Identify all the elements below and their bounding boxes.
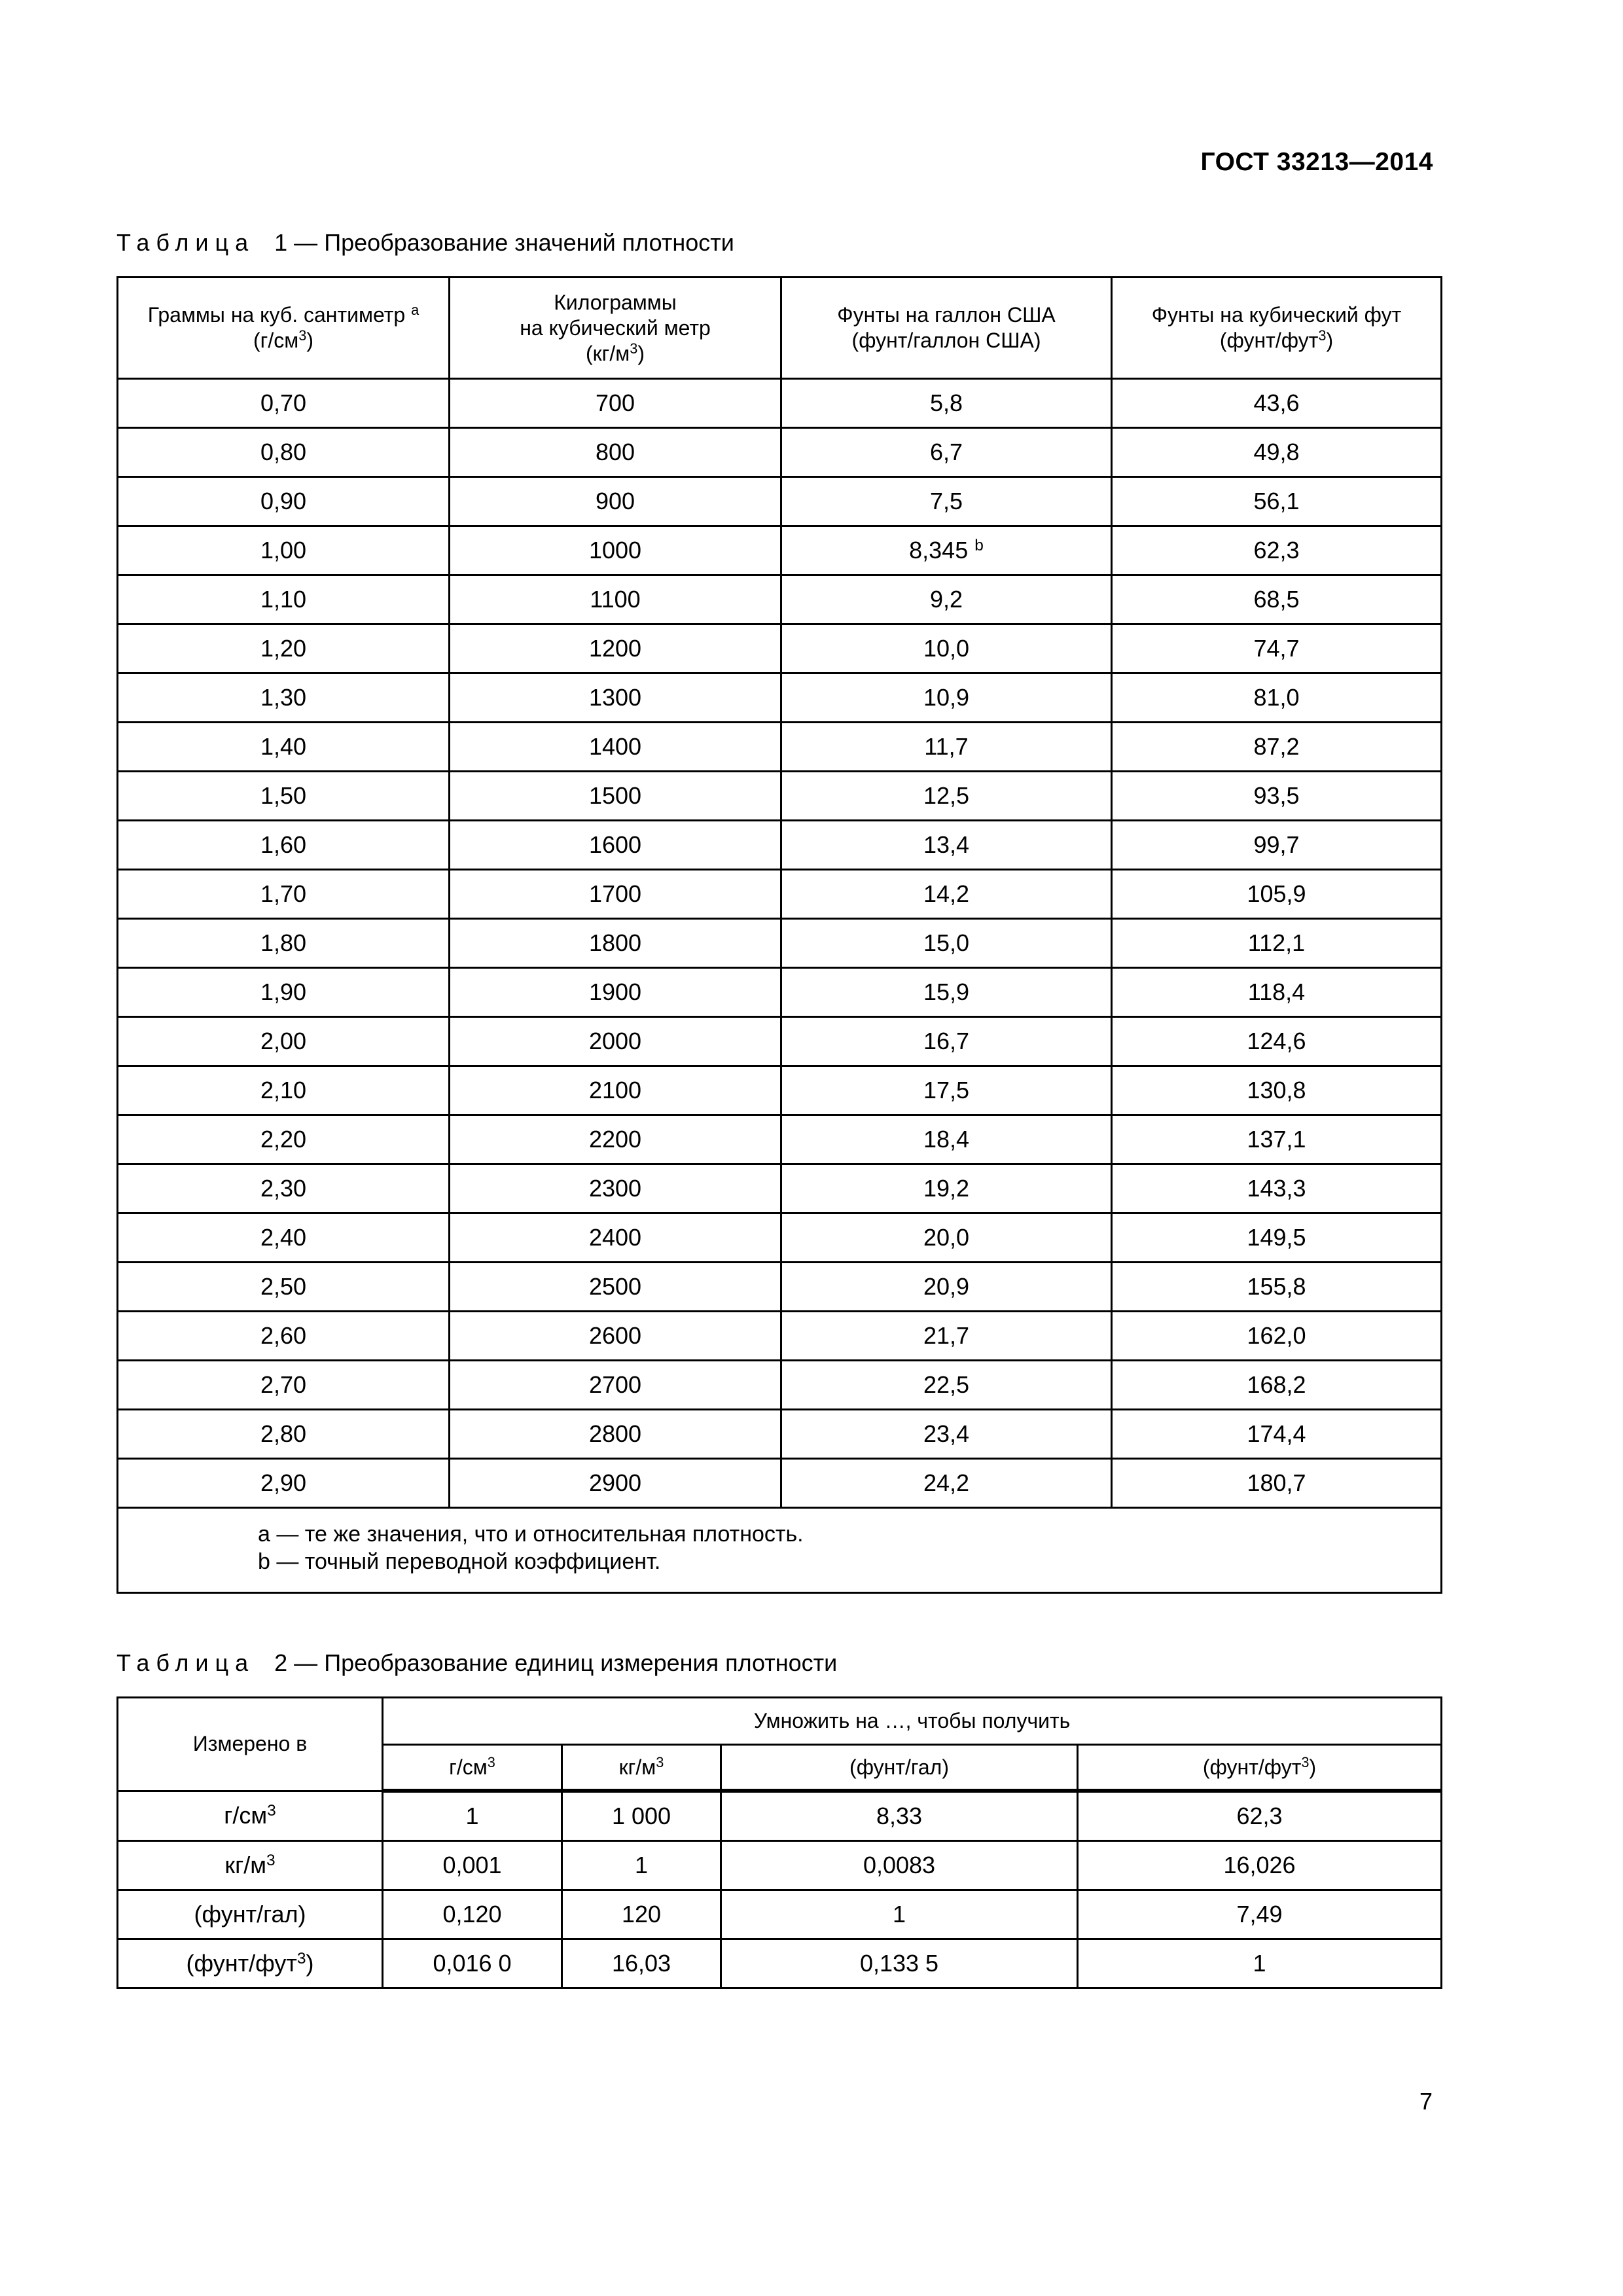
table2-cell-value: 8,33: [721, 1791, 1078, 1841]
cell-value: 1600: [588, 831, 642, 858]
cell-value: 2300: [588, 1175, 642, 1202]
table2-header-row: [118, 1698, 1442, 1745]
cell-value: 2,00: [260, 1028, 307, 1054]
table1-row: [118, 1115, 1442, 1164]
table1-cell-lb-ft3: [1112, 1459, 1442, 1508]
cell-value: 1,00: [260, 537, 307, 564]
table1-notes-row: [118, 1508, 1442, 1593]
cell-value: 2000: [588, 1028, 642, 1054]
cell-value: 2,10: [260, 1077, 307, 1103]
header-unit-close: ): [1326, 329, 1334, 352]
table1-row: [118, 526, 1442, 575]
table1-cell-g-cm3: [118, 624, 450, 673]
table1-cell-g-cm3: [118, 477, 450, 526]
table1-row: [118, 1410, 1442, 1459]
table2-cell-value: 16,026: [1078, 1841, 1442, 1890]
table1-cell-lb-gal: [781, 1361, 1112, 1410]
cell-value: 800: [595, 439, 635, 465]
table1-cell-kg-m3: [450, 428, 781, 477]
cell-value: 43,6: [1253, 389, 1300, 416]
table1-cell-g-cm3: [118, 1410, 450, 1459]
cell-value: 15,9: [923, 978, 970, 1005]
table1-cell-lb-gal: [781, 1263, 1112, 1312]
header-text: на кубический метр: [520, 315, 711, 340]
cell-value: 20,9: [923, 1273, 970, 1300]
table1-cell-lb-gal: [781, 1164, 1112, 1213]
unit-sup: 3: [266, 1851, 276, 1869]
table2-cell-value: 62,3: [1078, 1791, 1442, 1841]
table1-cell-kg-m3: [450, 1017, 781, 1066]
cell-value: 900: [595, 488, 635, 514]
table1-cell-lb-ft3: [1112, 919, 1442, 968]
table1-header-row: [118, 278, 1442, 379]
unit-sup: 3: [267, 1802, 276, 1820]
table1-cell-kg-m3: [450, 870, 781, 919]
table1-cell-lb-ft3: [1112, 1263, 1442, 1312]
header-unit: (г/см: [253, 329, 299, 352]
cell-value: 1400: [588, 733, 642, 760]
cell-value: 0,90: [260, 488, 307, 514]
table2-cell-value: 0,133 5: [721, 1939, 1078, 1988]
table1-cell-lb-gal: [781, 821, 1112, 870]
cell-value: 19,2: [923, 1175, 970, 1202]
table1-cell-lb-ft3: [1112, 1164, 1442, 1213]
table2-row: [118, 1791, 1442, 1841]
table1-cell-lb-gal: [781, 379, 1112, 428]
table1-cell-lb-ft3: [1112, 1361, 1442, 1410]
table1-cell-lb-gal: [781, 968, 1112, 1017]
footnote-marker: a: [411, 302, 419, 319]
table1-cell-g-cm3: [118, 1115, 450, 1164]
table1-row: [118, 575, 1442, 624]
header-text: Килограммы: [554, 290, 677, 314]
cell-value: 17,5: [923, 1077, 970, 1103]
table2-header-unit: [721, 1745, 1078, 1791]
cell-value: 20,0: [923, 1224, 970, 1251]
header-unit-close: ): [637, 341, 645, 365]
table2-row-unit: [118, 1939, 383, 1988]
table1-caption: [116, 229, 734, 257]
cell-value: 1,10: [260, 586, 307, 613]
unit-text: (фунт/гал): [849, 1755, 949, 1779]
table1-cell-lb-ft3: [1112, 1066, 1442, 1115]
cell-value: 6,7: [929, 439, 963, 465]
unit-text: г/см: [449, 1755, 488, 1779]
table1-cell-lb-ft3: [1112, 1410, 1442, 1459]
table1-cell-lb-ft3: [1112, 526, 1442, 575]
cell-value: 143,3: [1247, 1175, 1306, 1202]
table1-cell-lb-ft3: [1112, 821, 1442, 870]
table1-cell-g-cm3: [118, 575, 450, 624]
table1-row: [118, 821, 1442, 870]
table2-cell-value: 1: [721, 1890, 1078, 1939]
header-unit: (кг/м: [586, 341, 630, 365]
cell-value: 2,60: [260, 1322, 307, 1349]
table1-cell-kg-m3: [450, 1410, 781, 1459]
table1-cell-lb-ft3: [1112, 673, 1442, 723]
table1-cell-g-cm3: [118, 1017, 450, 1066]
table1-cell-kg-m3: [450, 1459, 781, 1508]
table1-cell-g-cm3: [118, 1312, 450, 1361]
table1-cell-kg-m3: [450, 673, 781, 723]
table1-cell-lb-gal: [781, 428, 1112, 477]
table1-cell-kg-m3: [450, 1164, 781, 1213]
cell-value: 1300: [588, 684, 642, 711]
density-conversion-table: [116, 276, 1442, 1594]
cell-value: 9,2: [929, 586, 963, 613]
table1-row: [118, 477, 1442, 526]
cell-value: 8,345: [909, 537, 969, 564]
table1-cell-g-cm3: [118, 919, 450, 968]
table2-header-unit: [1078, 1745, 1442, 1791]
table1-cell-kg-m3: [450, 477, 781, 526]
cell-value: 2400: [588, 1224, 642, 1251]
table2-caption-title: 2 — Преобразование единиц измерения плотности: [255, 1649, 838, 1676]
table1-cell-kg-m3: [450, 1115, 781, 1164]
table1-cell-g-cm3: [118, 1263, 450, 1312]
table2-cell-value: 1: [562, 1841, 721, 1890]
cell-value: 2600: [588, 1322, 642, 1349]
table1-row: [118, 1164, 1442, 1213]
table1-cell-lb-gal: [781, 1213, 1112, 1263]
table1-cell-lb-ft3: [1112, 575, 1442, 624]
cell-value: 1500: [588, 782, 642, 809]
cell-value: 1000: [588, 537, 642, 564]
table1-cell-kg-m3: [450, 821, 781, 870]
table1-cell-kg-m3: [450, 575, 781, 624]
table1-cell-lb-ft3: [1112, 1312, 1442, 1361]
cell-value: 7,5: [929, 488, 963, 514]
cell-value: 2200: [588, 1126, 642, 1153]
cell-value: 87,2: [1253, 733, 1300, 760]
unit-text: (фунт/фут: [186, 1950, 297, 1977]
cell-value: 68,5: [1253, 586, 1300, 613]
cell-value: 2,40: [260, 1224, 307, 1251]
table1-cell-lb-gal: [781, 477, 1112, 526]
cell-value: 23,4: [923, 1420, 970, 1447]
table1-header-lb-ft3: [1112, 278, 1442, 379]
cell-value: 1800: [588, 929, 642, 956]
table1-cell-lb-gal: [781, 870, 1112, 919]
cell-value: 2700: [588, 1371, 642, 1398]
table1-cell-kg-m3: [450, 723, 781, 772]
footnote-marker: b: [974, 536, 984, 554]
table2-cell-value: 1: [383, 1791, 562, 1841]
cell-value: 11,7: [924, 733, 969, 760]
table1-header-lb-gal: [781, 278, 1112, 379]
cell-value: 2100: [588, 1077, 642, 1103]
table1-cell-g-cm3: [118, 968, 450, 1017]
cell-value: 74,7: [1253, 635, 1300, 662]
cell-value: 1,20: [260, 635, 307, 662]
cell-value: 1200: [588, 635, 642, 662]
table1-cell-lb-ft3: [1112, 1115, 1442, 1164]
table1-cell-kg-m3: [450, 1066, 781, 1115]
table2-cell-value: 16,03: [562, 1939, 721, 1988]
table1-cell-lb-ft3: [1112, 428, 1442, 477]
unit-sup: 3: [487, 1753, 495, 1770]
cell-value: 18,4: [923, 1126, 970, 1153]
cell-value: 1,90: [260, 978, 307, 1005]
table1-cell-lb-ft3: [1112, 723, 1442, 772]
unit-sup: 3: [296, 1949, 306, 1967]
cell-value: 10,9: [923, 684, 970, 711]
table2-header-measured: Измерено в: [118, 1698, 383, 1791]
cell-value: 1,60: [260, 831, 307, 858]
page-number: 7: [1419, 2088, 1433, 2115]
unit-close: ): [306, 1950, 314, 1977]
table1-cell-kg-m3: [450, 1213, 781, 1263]
table1-row: [118, 919, 1442, 968]
table1-cell-lb-gal: [781, 1066, 1112, 1115]
cell-value: 168,2: [1247, 1371, 1306, 1398]
table1-row: [118, 1361, 1442, 1410]
table1-cell-g-cm3: [118, 1213, 450, 1263]
table1-cell-lb-gal: [781, 673, 1112, 723]
header-unit-close: ): [306, 329, 313, 352]
cell-value: 2900: [588, 1469, 642, 1496]
header-unit-sup: 3: [1318, 327, 1327, 344]
table1-cell-kg-m3: [450, 919, 781, 968]
table1-row: [118, 1213, 1442, 1263]
cell-value: 13,4: [923, 831, 970, 858]
unit-text: кг/м: [618, 1755, 656, 1779]
cell-value: 112,1: [1247, 929, 1306, 956]
header-unit-sup: 3: [298, 327, 307, 344]
cell-value: 180,7: [1247, 1469, 1306, 1496]
document-code: ГОСТ 33213—2014: [1200, 148, 1433, 176]
table1-caption-title: 1 — Преобразование значений плотности: [255, 229, 734, 256]
table1-cell-g-cm3: [118, 821, 450, 870]
cell-value: 2,70: [260, 1371, 307, 1398]
cell-value: 1100: [590, 586, 641, 613]
cell-value: 12,5: [923, 782, 970, 809]
table2-row: [118, 1890, 1442, 1939]
table1-cell-g-cm3: [118, 772, 450, 821]
table1-cell-kg-m3: [450, 1312, 781, 1361]
unit-text: (фунт/фут: [1202, 1755, 1302, 1779]
unit-close: ): [1309, 1755, 1317, 1779]
table1-row: [118, 1459, 1442, 1508]
table1-cell-lb-gal: [781, 624, 1112, 673]
table1-caption-word: Таблица: [116, 229, 255, 256]
table2-row-unit: [118, 1841, 383, 1890]
cell-value: 93,5: [1253, 782, 1300, 809]
table1-row: [118, 1312, 1442, 1361]
header-unit: (фунт/фут: [1219, 329, 1319, 352]
table1-cell-g-cm3: [118, 870, 450, 919]
table1-cell-kg-m3: [450, 379, 781, 428]
table1-row: [118, 772, 1442, 821]
table1-cell-g-cm3: [118, 1066, 450, 1115]
table1-cell-g-cm3: [118, 1164, 450, 1213]
cell-value: 81,0: [1253, 684, 1300, 711]
table2-caption-word: Таблица: [116, 1649, 255, 1676]
table1-cell-kg-m3: [450, 526, 781, 575]
unit-text: (фунт/гал): [194, 1901, 306, 1928]
table1-row: [118, 379, 1442, 428]
table2-cell-value: 1: [1078, 1939, 1442, 1988]
table1-cell-g-cm3: [118, 428, 450, 477]
cell-value: 49,8: [1253, 439, 1300, 465]
cell-value: 10,0: [923, 635, 970, 662]
table1-cell-lb-gal: [781, 575, 1112, 624]
cell-value: 137,1: [1247, 1126, 1306, 1153]
table1-cell-lb-gal: [781, 526, 1112, 575]
cell-value: 1,50: [260, 782, 307, 809]
table1-cell-lb-gal: [781, 1410, 1112, 1459]
table1-cell-lb-ft3: [1112, 379, 1442, 428]
table2-cell-value: 0,0083: [721, 1841, 1078, 1890]
cell-value: 149,5: [1247, 1224, 1306, 1251]
table1-cell-lb-gal: [781, 772, 1112, 821]
table2-cell-value: 0,001: [383, 1841, 562, 1890]
table1-cell-g-cm3: [118, 1459, 450, 1508]
unit-text: кг/м: [224, 1852, 267, 1878]
cell-value: 700: [595, 389, 635, 416]
table1-row: [118, 870, 1442, 919]
header-text: Граммы на куб. сантиметр: [147, 303, 406, 327]
cell-value: 1,40: [260, 733, 307, 760]
table1-cell-lb-gal: [781, 1017, 1112, 1066]
table1-cell-lb-gal: [781, 919, 1112, 968]
table1-cell-g-cm3: [118, 1361, 450, 1410]
table1-cell-kg-m3: [450, 968, 781, 1017]
table1-cell-kg-m3: [450, 772, 781, 821]
table2-row: [118, 1939, 1442, 1988]
table1-cell-g-cm3: [118, 673, 450, 723]
cell-value: 124,6: [1247, 1028, 1306, 1054]
table2-cell-value: 0,016 0: [383, 1939, 562, 1988]
cell-value: 0,80: [260, 439, 307, 465]
table2-row-unit: [118, 1791, 383, 1841]
cell-value: 130,8: [1247, 1077, 1306, 1103]
cell-value: 2,50: [260, 1273, 307, 1300]
density-units-table: [116, 1696, 1442, 1989]
table1-row: [118, 723, 1442, 772]
table1-cell-lb-ft3: [1112, 968, 1442, 1017]
table1-row: [118, 1017, 1442, 1066]
table2-header-multiply: Умножить на …, чтобы получить: [383, 1698, 1442, 1745]
table2-row-unit: [118, 1890, 383, 1939]
table2-header-unit: [383, 1745, 562, 1791]
cell-value: 2500: [588, 1273, 642, 1300]
table1-cell-kg-m3: [450, 1263, 781, 1312]
table1-note-b: b — точный переводной коэффициент.: [258, 1549, 661, 1574]
cell-value: 2800: [588, 1420, 642, 1447]
table1-cell-lb-gal: [781, 1312, 1112, 1361]
unit-sup: 3: [656, 1753, 664, 1770]
cell-value: 2,30: [260, 1175, 307, 1202]
unit-text: г/см: [224, 1802, 268, 1829]
cell-value: 24,2: [923, 1469, 970, 1496]
cell-value: 2,80: [260, 1420, 307, 1447]
table1-cell-lb-ft3: [1112, 1213, 1442, 1263]
table1-cell-lb-ft3: [1112, 477, 1442, 526]
table1-header-g-cm3: [118, 278, 450, 379]
table1-row: [118, 673, 1442, 723]
header-unit: (фунт/галлон США): [851, 329, 1041, 352]
table1-cell-lb-ft3: [1112, 870, 1442, 919]
cell-value: 105,9: [1247, 880, 1306, 907]
cell-value: 1700: [588, 880, 642, 907]
table1-cell-lb-ft3: [1112, 624, 1442, 673]
cell-value: 1,70: [260, 880, 307, 907]
table1-cell-kg-m3: [450, 624, 781, 673]
unit-sup: 3: [1301, 1753, 1310, 1770]
cell-value: 162,0: [1247, 1322, 1306, 1349]
table2-caption: [116, 1649, 837, 1677]
table1-row: [118, 624, 1442, 673]
cell-value: 1900: [588, 978, 642, 1005]
table2-cell-value: 120: [562, 1890, 721, 1939]
cell-value: 62,3: [1253, 537, 1300, 564]
table1-cell-kg-m3: [450, 1361, 781, 1410]
table1-row: [118, 1066, 1442, 1115]
table1-row: [118, 428, 1442, 477]
table2-row: [118, 1841, 1442, 1890]
table1-cell-lb-gal: [781, 1459, 1112, 1508]
cell-value: 1,80: [260, 929, 307, 956]
cell-value: 99,7: [1253, 831, 1300, 858]
cell-value: 22,5: [923, 1371, 970, 1398]
table2-cell-value: 7,49: [1078, 1890, 1442, 1939]
table1-cell-g-cm3: [118, 526, 450, 575]
cell-value: 21,7: [923, 1322, 970, 1349]
header-text: Фунты на кубический фут: [1151, 303, 1402, 327]
table2-cell-value: 0,120: [383, 1890, 562, 1939]
cell-value: 5,8: [929, 389, 963, 416]
cell-value: 56,1: [1253, 488, 1300, 514]
table1-notes: [118, 1508, 1442, 1593]
table2-header-unit: [562, 1745, 721, 1791]
cell-value: 118,4: [1247, 978, 1306, 1005]
table1-cell-lb-gal: [781, 1115, 1112, 1164]
table1-cell-lb-ft3: [1112, 772, 1442, 821]
table1-cell-lb-gal: [781, 723, 1112, 772]
table1-row: [118, 1263, 1442, 1312]
header-unit-sup: 3: [630, 340, 638, 357]
header-text: Фунты на галлон США: [837, 303, 1056, 327]
table1-cell-g-cm3: [118, 723, 450, 772]
cell-value: 174,4: [1247, 1420, 1306, 1447]
cell-value: 2,90: [260, 1469, 307, 1496]
table1-row: [118, 968, 1442, 1017]
cell-value: 0,70: [260, 389, 307, 416]
table1-note-a: a — те же значения, что и относительная плотность.: [258, 1522, 804, 1547]
cell-value: 155,8: [1247, 1273, 1306, 1300]
table1-header-kg-m3: [450, 278, 781, 379]
cell-value: 14,2: [923, 880, 970, 907]
table2-cell-value: 1 000: [562, 1791, 721, 1841]
cell-value: 1,30: [260, 684, 307, 711]
table1-cell-lb-ft3: [1112, 1017, 1442, 1066]
cell-value: 15,0: [923, 929, 970, 956]
cell-value: 2,20: [260, 1126, 307, 1153]
table1-cell-g-cm3: [118, 379, 450, 428]
cell-value: 16,7: [923, 1028, 970, 1054]
